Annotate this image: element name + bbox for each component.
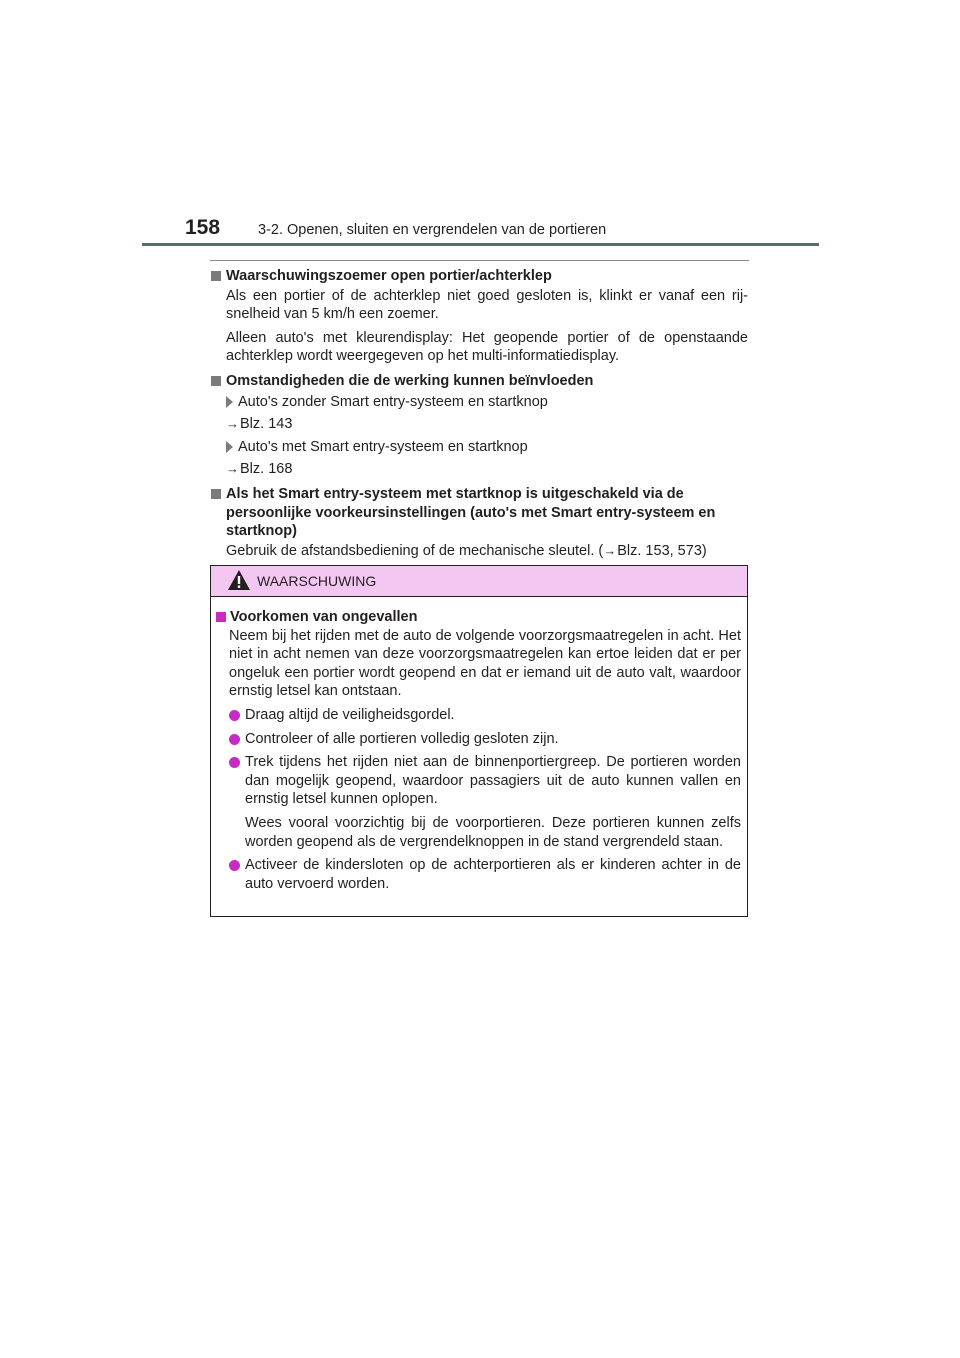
warning-intro: Neem bij het rijden met de auto de volgende voorzorgsmaatregelen in acht. Het niet in acht nemen van deze voorzorgsmaatregelen kan ertoe leiden dat er per ongeluk een portier wordt geopend en dat er iemand uit de auto valt, waardoor ernstig letsel kan ontstaan. (229, 627, 741, 700)
square-bullet-icon (211, 376, 221, 386)
list-item: Activeer de kindersloten op de achterportieren als er kinderen achter in de auto vervoerd worden. (229, 856, 741, 893)
page-header (0, 0, 960, 250)
warning-body (211, 597, 747, 893)
warning-header (211, 566, 747, 597)
dot-bullet-icon (229, 710, 240, 721)
main-content (210, 266, 748, 566)
triangle-bullet-icon (226, 441, 233, 453)
section-title: Waarschuwingszoemer open portier/achterklep (210, 267, 748, 286)
paragraph: Als een portier of de achterklep niet goed gesloten is, klinkt er vanaf een rij-snelheid van 5 km/h een zoemer. (226, 287, 748, 323)
warning-box (210, 565, 748, 917)
warning-title: WAARSCHUWING (257, 573, 377, 589)
section-title: Omstandigheden die de werking kunnen beïnvloeden (210, 372, 748, 391)
chapter-title: 3-2. Openen, sluiten en vergrendelen van de portieren (258, 222, 607, 238)
square-bullet-icon (211, 489, 221, 499)
section-title: Als het Smart entry-systeem met startknop is uitgeschakeld via de persoonlijke voorkeursinstellingen (auto's met Smart entry-systeem en startknop) (210, 485, 748, 541)
square-bullet-icon (216, 612, 226, 622)
warning-triangle-icon (227, 569, 251, 591)
square-bullet-icon (211, 271, 221, 281)
dot-bullet-icon (229, 757, 240, 768)
page-reference-link[interactable]: → Blz. 168 (226, 461, 293, 478)
warning-section-title: Voorkomen van ongevallen (216, 608, 741, 627)
dot-bullet-icon (229, 734, 240, 745)
list-item: Auto's zonder Smart entry-systeem en startknop (226, 393, 748, 412)
page-reference-link[interactable]: Blz. 153, 573) (617, 542, 707, 559)
page-number: 158 (185, 216, 221, 239)
arrow-right-icon: → (603, 542, 617, 558)
triangle-bullet-icon (226, 396, 233, 408)
list-item: Controleer of alle portieren volledig gesloten zijn. (229, 730, 741, 749)
paragraph: Gebruik de afstandsbediening of de mechanische sleutel. (→Blz. 153, 573) (226, 542, 707, 559)
paragraph: Alleen auto's met kleurendisplay: Het geopende portier of de openstaande achterklep wordt weergegeven op het multi-informatiedisplay. (226, 329, 748, 365)
section-door-buzzer (210, 267, 748, 366)
header-rule (142, 243, 819, 246)
list-item: Draag altijd de veiligheidsgordel. (229, 706, 741, 725)
page-reference-link[interactable]: → Blz. 143 (226, 416, 293, 433)
list-item: Auto's met Smart entry-systeem en startknop (226, 438, 748, 457)
list-item (229, 753, 741, 851)
section-divider (210, 260, 749, 261)
dot-bullet-icon (229, 860, 240, 871)
bullet-text: Trek tijdens het rijden niet aan de binnenportiergreep. De portieren worden dan mogelijk geopend, waardoor passagiers uit de auto kunnen vallen en ernstig letsel kunnen oplopen. (245, 754, 741, 808)
section-conditions (210, 372, 748, 479)
arrow-right-icon: → (226, 416, 239, 432)
bullet-subparagraph: Wees vooral voorzichtig bij de voorportieren. Deze portieren kunnen zelfs worden geopend als de vergrendelknoppen in de stand vergrendeld staan. (245, 814, 741, 850)
section-smart-entry (210, 485, 748, 560)
arrow-right-icon: → (226, 461, 239, 477)
